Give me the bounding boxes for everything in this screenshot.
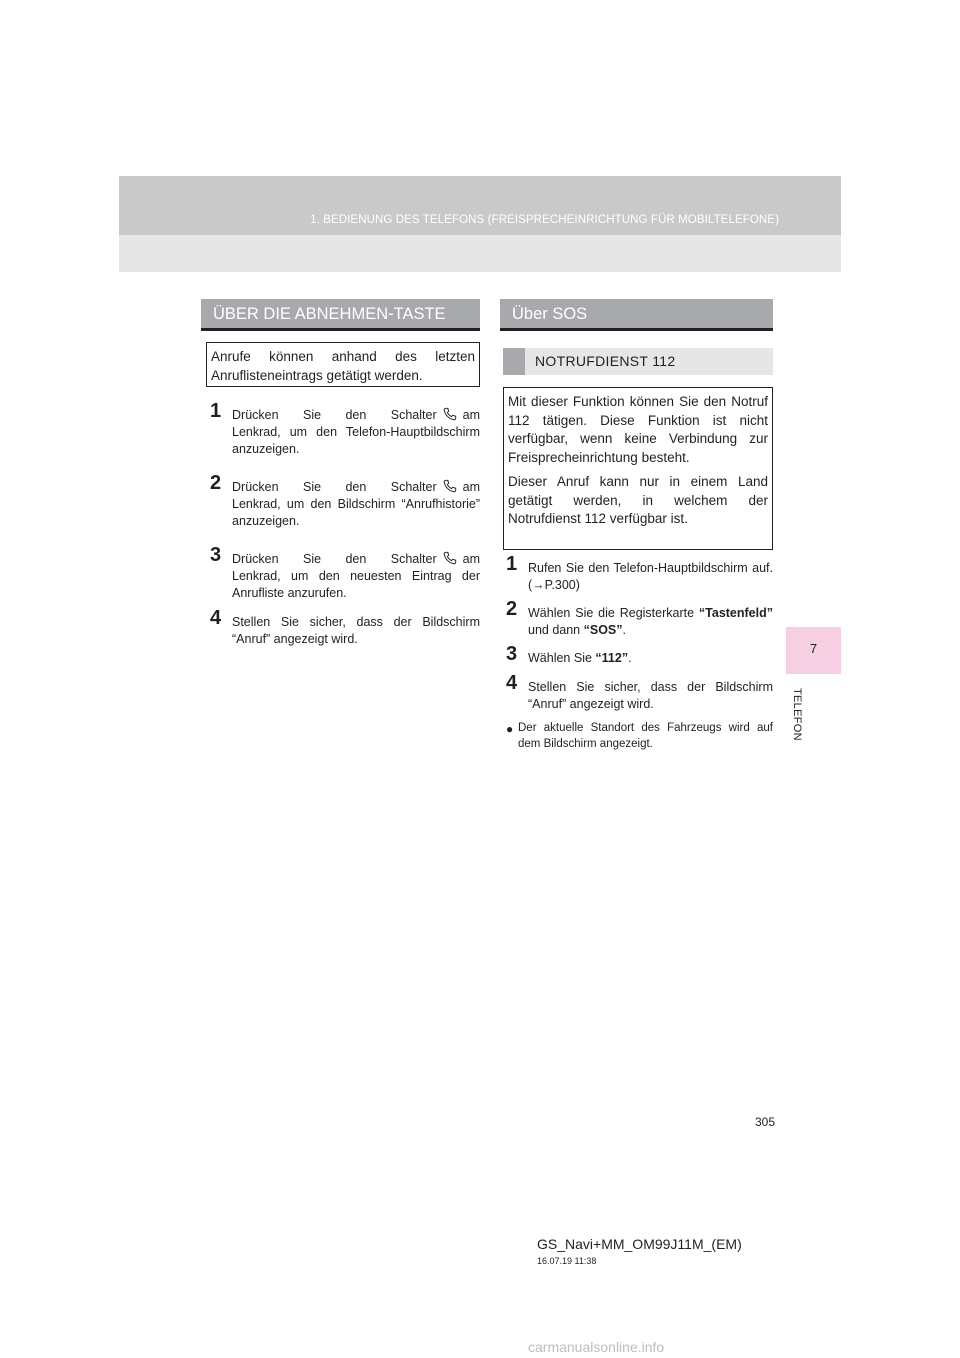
step-3: 3 Wählen Sie “112”.: [506, 643, 632, 665]
section-heading-sos: Über SOS: [500, 299, 773, 331]
phone-icon: [443, 479, 457, 493]
bullet-note: ● Der aktuelle Standort des Fahrzeugs wird auf dem Bildschirm angezeigt.: [506, 722, 773, 750]
info-box: Mit dieser Funktion können Sie den Notruf 112 tätigen. Diese Funktion ist nicht verfügbar, wenn keine Verbindung zur Freisprecheinrichtung besteht. Dieser Anruf kann nur in einem Land getätigt werden, in welchem der Notrufdienst 112 verfügbar ist.: [503, 387, 773, 550]
step-number: 3: [506, 643, 518, 665]
section-title: 1. BEDIENUNG DES TELEFONS (FREISPRECHEINRICHTUNG FÜR MOBILTELEFONE): [310, 214, 779, 226]
step-1: 1 Rufen Sie den Telefon-Hauptbildschirm auf. (→P.300): [506, 553, 773, 592]
bullet-icon: ●: [506, 722, 514, 736]
page-number: 305: [754, 1115, 775, 1129]
document-code: GS_Navi+MM_OM99J11M_(EM): [537, 1236, 742, 1252]
step-number: 3: [210, 544, 222, 566]
step-number: 2: [506, 598, 518, 620]
step-number: 4: [506, 672, 518, 694]
watermark: carmanualsonline.info: [528, 1339, 665, 1355]
section-heading-abnehmen: ÜBER DIE ABNEHMEN-TASTE: [201, 299, 480, 331]
info-box: Anrufe können anhand des letzten Anruflisteneintrags getätigt werden.: [206, 342, 480, 387]
header-top-bar: [119, 176, 841, 235]
chapter-label: TELEFON: [791, 688, 803, 741]
step-1: 1 Drücken Sie den Schalter am Lenkrad, um den Telefon-Hauptbildschirm anzuzeigen.: [210, 400, 480, 456]
subheading-marker: [503, 348, 525, 375]
step-4: 4 Stellen Sie sicher, dass der Bildschirm “Anruf” angezeigt wird.: [210, 607, 480, 646]
step-2: 2 Wählen Sie die Registerkarte “Tastenfeld” und dann “SOS”.: [506, 598, 773, 637]
step-number: 4: [210, 607, 222, 629]
step-2: 2 Drücken Sie den Schalter am Lenkrad, um den Bildschirm “Anrufhistorie” anzuzeigen.: [210, 472, 480, 528]
chapter-number: 7: [809, 641, 818, 656]
step-number: 1: [506, 553, 518, 575]
step-4: 4 Stellen Sie sicher, dass der Bildschirm “Anruf” angezeigt wird.: [506, 672, 773, 711]
step-3: 3 Drücken Sie den Schalter am Lenkrad, um den neuesten Eintrag der Anrufliste anzurufen.: [210, 544, 480, 600]
subheading-notruf: NOTRUFDIENST 112: [503, 348, 773, 375]
document-timestamp: 16.07.19 11:38: [537, 1256, 597, 1266]
phone-icon: [443, 551, 457, 565]
step-number: 1: [210, 400, 222, 422]
phone-icon: [443, 407, 457, 421]
step-number: 2: [210, 472, 222, 494]
